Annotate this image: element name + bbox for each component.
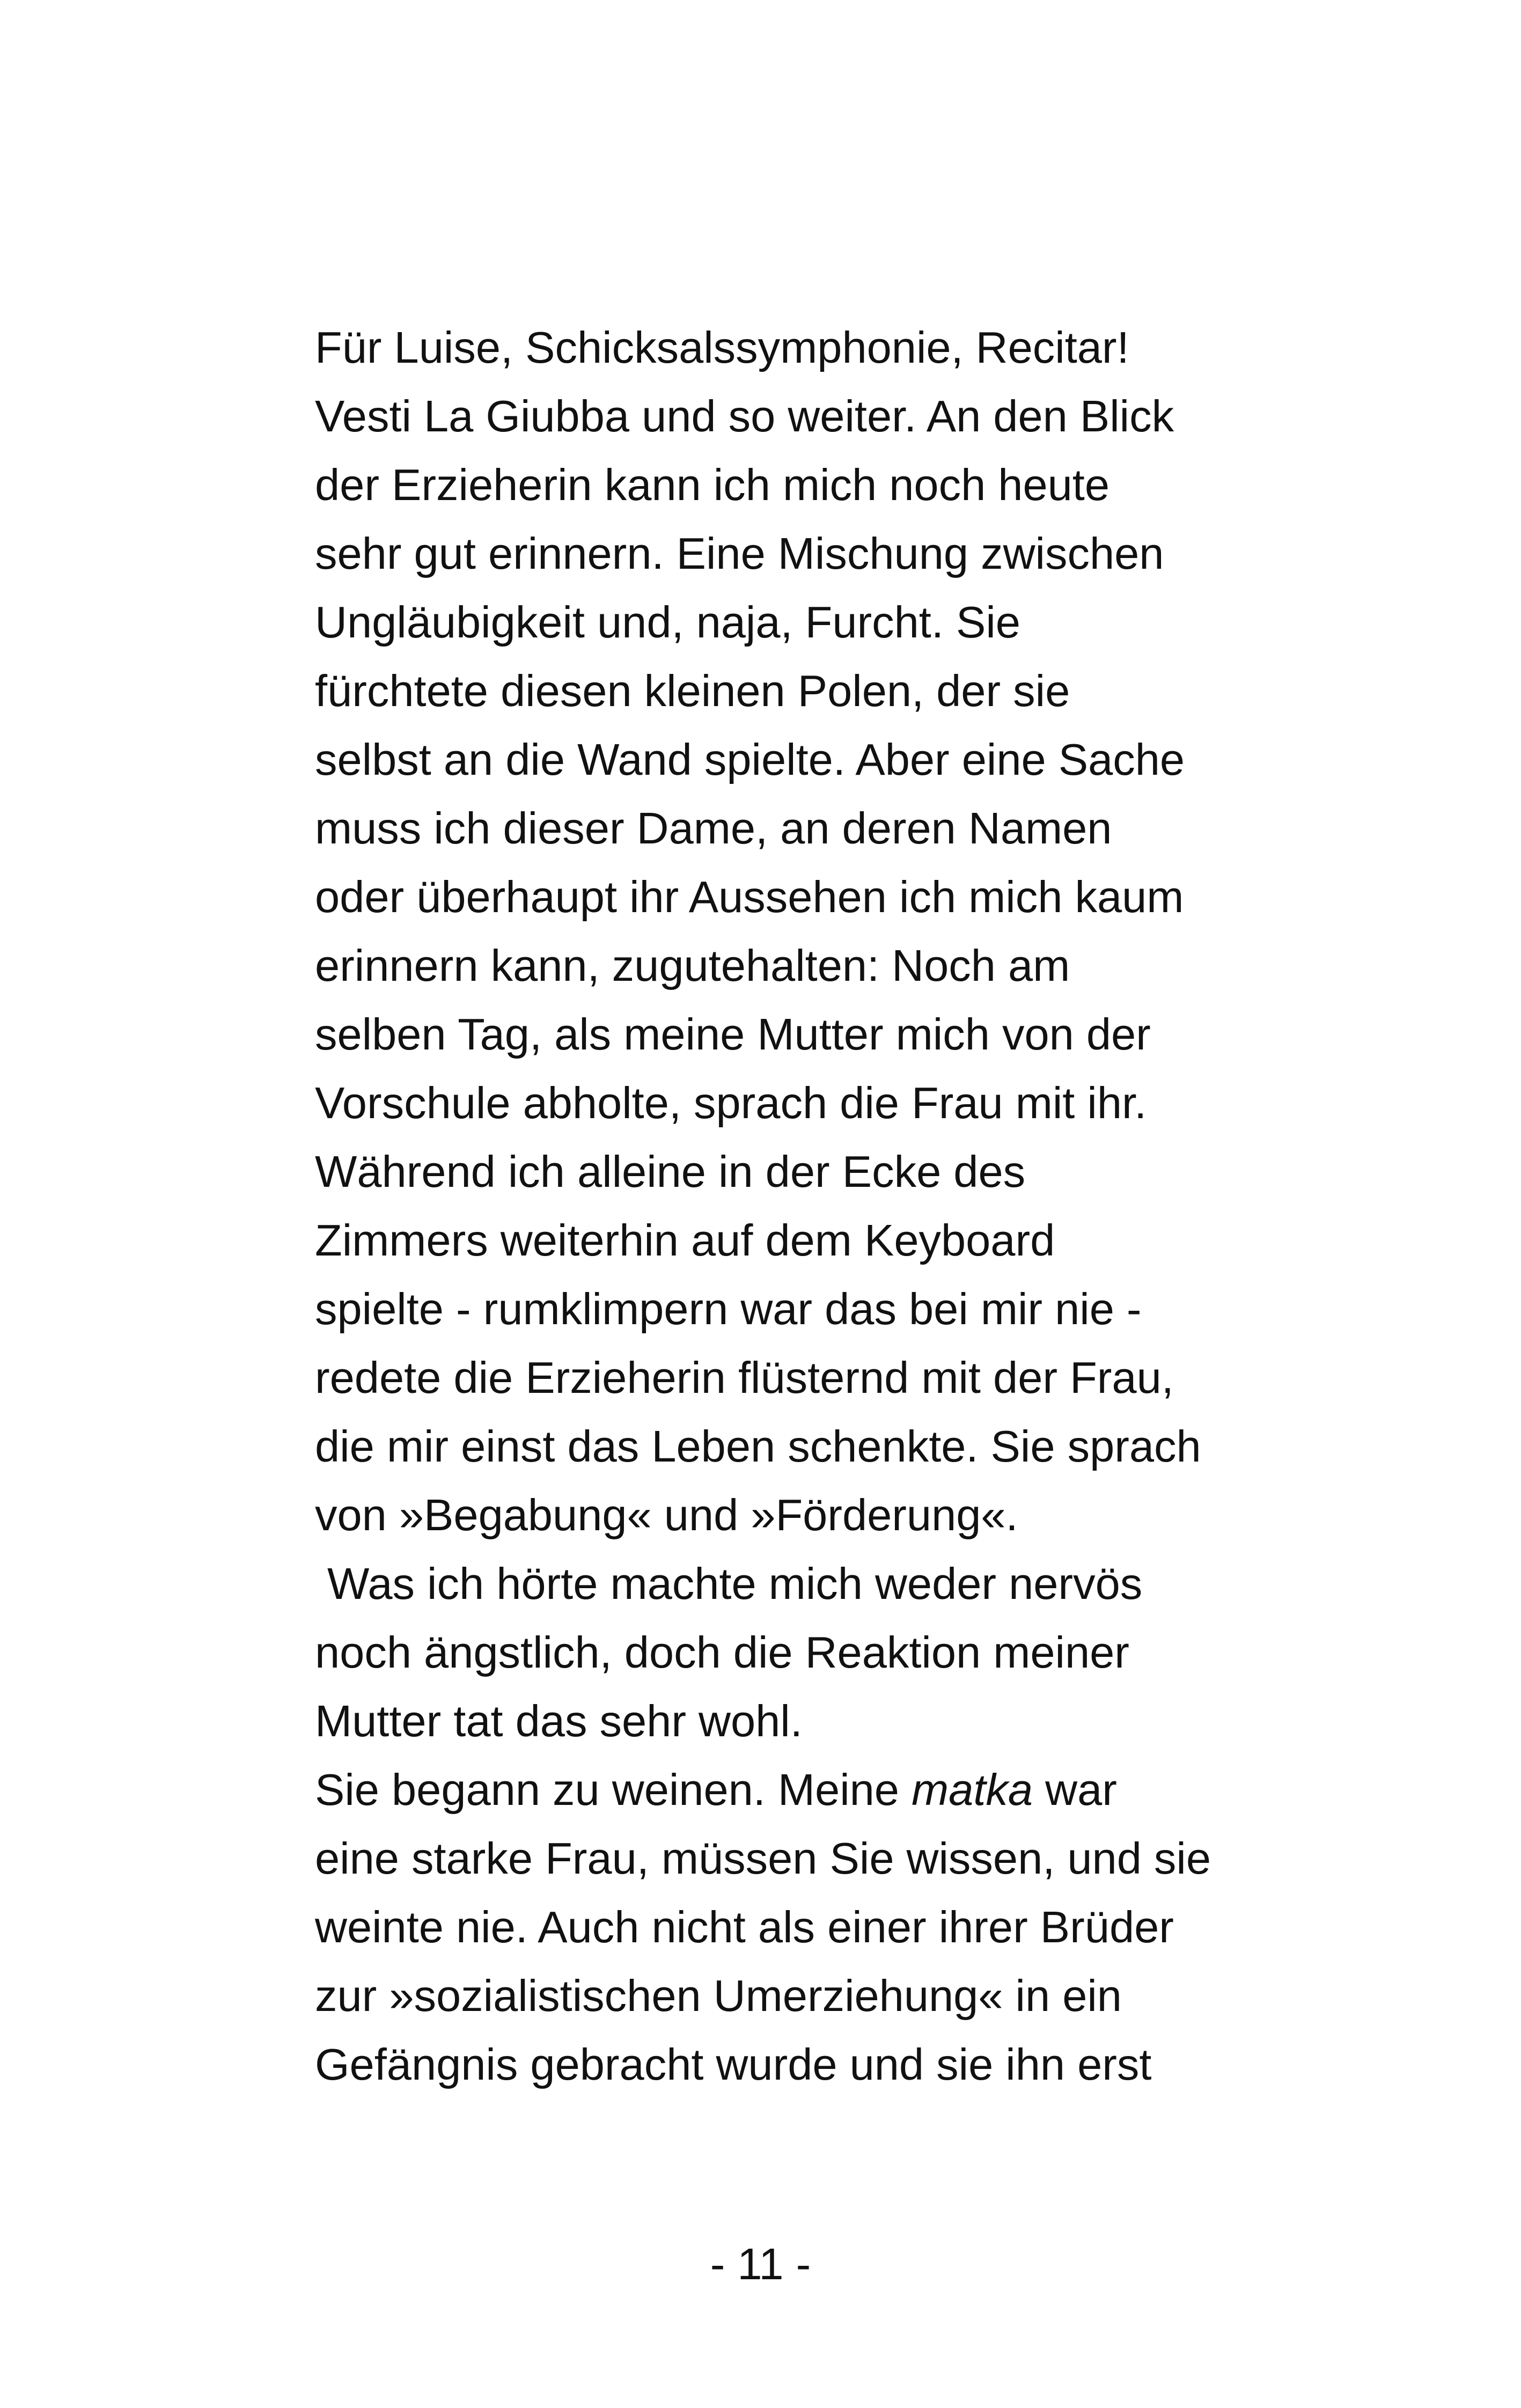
text-line: der Erzieherin kann ich mich noch heute bbox=[315, 460, 1109, 510]
text-line-with-italic bbox=[315, 1756, 1238, 1824]
text-line: Was ich hörte machte mich weder nervös bbox=[315, 1559, 1143, 1609]
text-line: Für Luise, Schicksalssymphonie, Recitar! bbox=[315, 322, 1129, 372]
text-line: muss ich dieser Dame, an deren Namen bbox=[315, 803, 1112, 853]
text-line: Ungläubigkeit und, naja, Furcht. Sie bbox=[315, 597, 1020, 647]
text-line: Gefängnis gebracht wurde und sie ihn erst bbox=[315, 2039, 1152, 2089]
text-line: zur »sozialistischen Umerziehung« in ein bbox=[315, 1971, 1122, 2021]
page-number: - 11 - bbox=[710, 2239, 811, 2289]
text-line: Vesti La Giubba und so weiter. An den Blick bbox=[315, 391, 1174, 441]
text-line: noch ängstlich, doch die Reaktion meiner bbox=[315, 1627, 1129, 1677]
text-line: selben Tag, als meine Mutter mich von der bbox=[315, 1009, 1151, 1059]
text-line: eine starke Frau, müssen Sie wissen, und sie bbox=[315, 1833, 1211, 1883]
text-line: sehr gut erinnern. Eine Mischung zwischen bbox=[315, 528, 1164, 578]
text-line: Mutter tat das sehr wohl. bbox=[315, 1696, 803, 1746]
text-line: die mir einst das Leben schenkte. Sie sprach bbox=[315, 1421, 1201, 1471]
text-line: von »Begabung« und »Förderung«. bbox=[315, 1490, 1018, 1540]
text-line: selbst an die Wand spielte. Aber eine Sache bbox=[315, 735, 1185, 784]
text-line: redete die Erzieherin flüsternd mit der Frau, bbox=[315, 1353, 1174, 1403]
text-segment: Sie begann zu weinen. Meine bbox=[315, 1765, 912, 1815]
text-line: spielte - rumklimpern war das bei mir nie - bbox=[315, 1284, 1142, 1334]
text-line: fürchtete diesen kleinen Polen, der sie bbox=[315, 666, 1070, 716]
text-line: oder überhaupt ihr Aussehen ich mich kaum bbox=[315, 872, 1184, 922]
text-line: weinte nie. Auch nicht als einer ihrer Brüder bbox=[315, 1902, 1174, 1952]
text-segment: war bbox=[1033, 1765, 1117, 1815]
text-line: erinnern kann, zugutehalten: Noch am bbox=[315, 941, 1070, 990]
text-line: Vorschule abholte, sprach die Frau mit ihr. bbox=[315, 1078, 1147, 1128]
text-line: Zimmers weiterhin auf dem Keyboard bbox=[315, 1215, 1055, 1265]
italic-word: matka bbox=[912, 1765, 1033, 1815]
text-line: Während ich alleine in der Ecke des bbox=[315, 1147, 1026, 1196]
body-text bbox=[315, 313, 1238, 2099]
